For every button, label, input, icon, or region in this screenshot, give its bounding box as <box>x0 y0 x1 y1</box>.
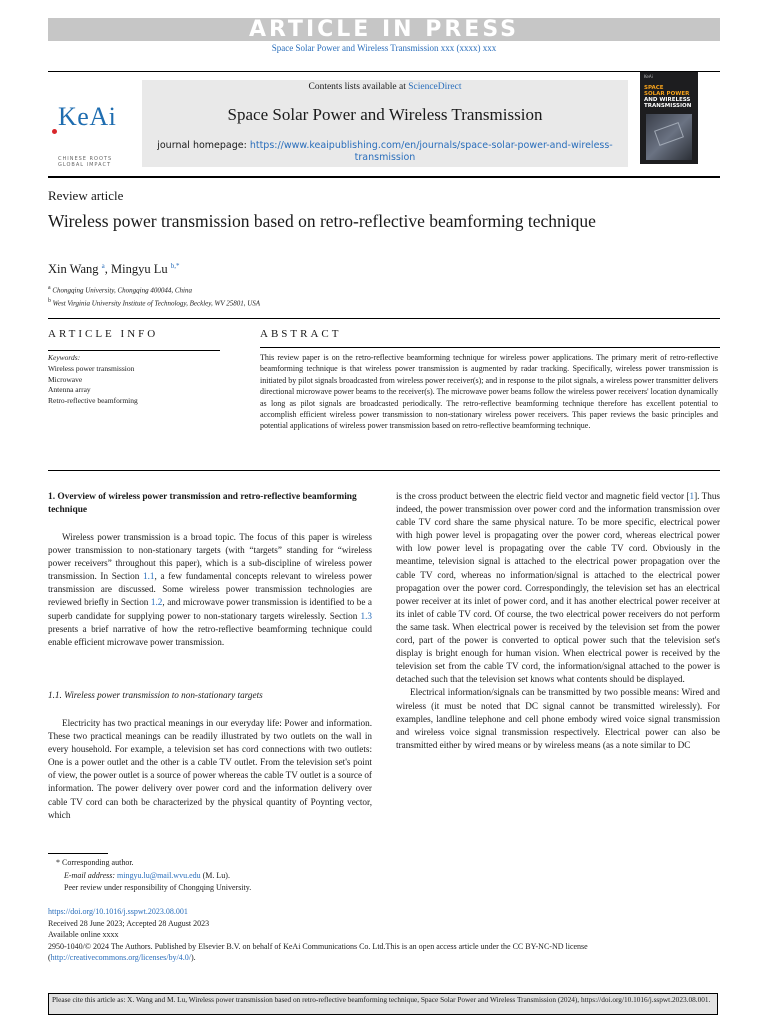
author-2-affil-mark[interactable]: b,* <box>170 262 180 270</box>
subsection-1-1-text: Electricity has two practical meanings in our everyday life: Power and information. These two practical meanings can be readily illustrated by two outlets on the wall in every household. For example, a television set has cord connections with two outlets: One is a power outlet and the other is a cable TV outlet. From the television set's point of view, the power outlet is a source of power whereas the cable TV outlet is a source of information. The power delivery over power cord and the information delivery over cable TV cord can both be characterized by the physical quantity of Poynting vector, which <box>48 718 372 820</box>
keyword-item: Wireless power transmission <box>48 364 135 373</box>
available-online: Available online xxxx <box>48 930 119 939</box>
abstract-bottom-rule <box>48 470 720 471</box>
contents-available-line <box>142 82 628 92</box>
header-top-rule <box>48 71 720 72</box>
keai-tagline-1: CHINESE ROOTS <box>58 156 113 162</box>
affiliation-b: $^b$ West Virginia University Institute of Technology, Beckley, WV 25801, USA <box>48 298 261 308</box>
abstract-text: This review paper is on the retro-reflective beamforming technique for wireless power applications. The primary merit of retro-reflective beamforming technique is that wireless power transmission is augmented by radar tracking. Specifically, wireless power transmission is initiated by pilot signals broadcasted from wireless power receiver(s); and in response to the pilot signals, a wireless power transmitter delivers directional microwave power beams to the receiver(s). The microwave power beams follow the wireless power receivers' location dynamically as long as pilot signals are broadcasted periodically. The retro-reflective beamforming technique therefore has excellent potential to accomplish efficient wireless power transmission to non-stationary wireless power receivers. This paper reviews the basic principles and potential applications of wireless power transmission based on retro-reflective beamforming technique. <box>260 353 718 431</box>
author-1-affil-mark[interactable]: a <box>101 262 105 270</box>
abstract-heading-rule <box>260 347 720 348</box>
keai-logo-dot <box>52 129 57 134</box>
affiliation-a-mark: a <box>48 285 51 291</box>
affiliation-b-mark: b <box>48 298 51 305</box>
cover-title-line-3: AND WIRELESS <box>644 97 691 103</box>
journal-homepage-line <box>150 140 620 164</box>
keai-logo-word: KeAi <box>58 102 117 131</box>
email-link[interactable]: mingyu.lu@mail.wvu.edu <box>117 870 201 880</box>
keyword-item: Microwave <box>48 374 83 384</box>
contents-prefix: Contents lists available at <box>308 82 409 92</box>
peer-review-note: Peer review under responsibility of Chongqing University. <box>64 883 252 892</box>
cover-title-line-1: SPACE <box>644 85 664 91</box>
article-type: Review article <box>48 188 124 203</box>
keai-logo <box>58 104 118 168</box>
article-in-press-banner: ARTICLE IN PRESS <box>48 18 720 41</box>
article-info-heading: ARTICLE INFO <box>48 328 159 340</box>
front-matter <box>48 906 720 964</box>
author-list <box>48 262 179 277</box>
subsection-1-1-title: 1.1. Wireless power transmission to non-stationary targets <box>48 690 263 700</box>
keywords-list <box>48 364 138 406</box>
section-1-intro: Wireless power transmission is a broad topic. The focus of this paper is wireless power transmission to non-stationary targets (with “targets” standing for “wireless power receivers” throughout this paper), which is a sub-discipline of wireless power transmission. In Section 1.1, a few fundamental concepts relevant to wireless power transmission are discussed. Some wireless power transmission technologies are reviewed briefly in Section 1.2, and microwave power transmission is identified to be a superb candidate for supplying power to non-stationary targets wirelessly. Section 1.3 presents a brief narrative of how the retro-reflective beamforming technique could enable efficient microwave power transmission. <box>48 532 372 647</box>
keyword-item: Retro-reflective beamforming <box>48 395 138 405</box>
footnotes <box>54 857 251 895</box>
license-link[interactable]: http://creativecommons.org/licenses/by/4.0/ <box>50 953 191 962</box>
reference-1-link[interactable]: 1 <box>689 491 695 501</box>
cover-title-line-4: TRANSMISSION <box>644 103 692 109</box>
header-bottom-rule <box>48 176 720 178</box>
citation-box: Please cite this article as: X. Wang and M. Lu, Wireless power transmission based on retro-reflective beamforming technique, Space Solar Power and Wireless Transmission (2024), https://doi.org/10.1016/j.sspwt.2023.08.001. <box>48 993 718 1015</box>
section-ref-1-2[interactable]: 1.2 <box>150 597 163 608</box>
keywords-label: Keywords: <box>48 353 81 362</box>
received-dates: Received 28 June 2023; Accepted 28 August 2023 <box>48 918 210 928</box>
journal-title: Space Solar Power and Wireless Transmission <box>227 105 543 124</box>
affiliations <box>48 283 260 310</box>
article-title: Wireless power transmission based on retro-reflective beamforming technique <box>48 211 596 231</box>
keai-tagline-2: GLOBAL IMPACT <box>58 162 112 168</box>
cover-brand: KeAi <box>644 74 653 79</box>
info-top-rule <box>48 318 720 319</box>
license-statement: 2950-1040/© 2024 The Authors. Published by Elsevier B.V. on behalf of KeAi Communications Co. Ltd.This is an open access article under the CC BY-NC-ND license (http://creativecommons.org/licenses/by/4.0/). <box>48 941 588 962</box>
section-ref-1-1[interactable]: 1.1 <box>143 571 155 582</box>
sciencedirect-link[interactable]: ScienceDirect <box>408 82 462 92</box>
email-note: E-mail address: mingyu.lu@mail.wvu.edu (M. Lu). <box>64 870 230 880</box>
homepage-prefix: journal homepage: <box>157 140 250 151</box>
section-1-title: 1. Overview of wireless power transmission and retro-reflective beamforming technique <box>48 492 357 515</box>
author-separator: , <box>104 262 111 277</box>
affiliation-a: $^a$ Chongqing University, Chongqing 400044, China <box>48 285 192 295</box>
cover-title <box>644 85 698 109</box>
right-column-text: is the cross product between the electric field vector and magnetic field vector [1]. Thus indeed, the power transmission over power cord and the information transmission over cable TV cord share the same physical nature. To be more specific, electrical power with high power level is propagating over the power cord, whereas electrical power with low power level is propagating over the cable TV cord. Obviously in the meantime, television signal is attached to the electrical power propagation over the cable TV cord, whereas no information/signal is attached to the electrical power propagation over the power cord. Correspondingly, the television set has an electrical power receiver at its inlet of power cord, and it has another electrical power receiver at its inlet of cable TV cord. Of course, the two electrical power receivers do not perform the same task. When electrical power is received by the television set from the power cord, part of the power is converted to optical power such that the television set's display is bright enough for human vision. When electrical power is received by the television set from the cable TV cord, the information/signal attached to the power is detached such that the television set knows what contents should be displayed. Electrical information/signals can be transmitted by two possible means: Wired and wireless (it must be noted that DC signal cannot be transmitted wirelessly). For examples, landline telephone and cell phone embody wired voice signal transmission and wireless voice signal transmission respectively. Electrical power can also be transmitted either by wired means or by wireless means (as a note similar to DC <box>396 490 720 752</box>
section-ref-1-3[interactable]: 1.3 <box>360 610 372 621</box>
keyword-item: Antenna array <box>48 385 91 394</box>
footnote-rule <box>48 853 108 854</box>
corresponding-author-note: * Corresponding author. <box>56 858 134 867</box>
author-1[interactable]: Xin Wang <box>48 262 99 277</box>
journal-reference[interactable]: Space Solar Power and Wireless Transmission xxx (xxxx) xxx <box>271 43 497 53</box>
doi-link[interactable]: https://doi.org/10.1016/j.sspwt.2023.08.001 <box>48 907 188 916</box>
journal-cover-image <box>640 72 698 164</box>
cover-title-line-2: SOLAR POWER <box>644 91 690 97</box>
info-heading-rule <box>48 350 220 351</box>
cover-satellite-image <box>646 114 692 160</box>
author-2[interactable]: Mingyu Lu <box>110 262 168 277</box>
right-paragraph-2: Electrical information/signals can be transmitted by two possible means: Wired and wireless (it must be noted that DC signal cannot be transmitted wirelessly). For examples, landline telephone and cell phone embody wired voice signal transmission and wireless voice signal transmission respectively. Electrical power can also be transmitted either by wired means or by wireless means (as a note similar to DC <box>396 687 720 750</box>
abstract-heading: ABSTRACT <box>260 328 342 340</box>
homepage-link[interactable]: https://www.keaipublishing.com/en/journals/space-solar-power-and-wireless-transmission <box>249 140 613 163</box>
